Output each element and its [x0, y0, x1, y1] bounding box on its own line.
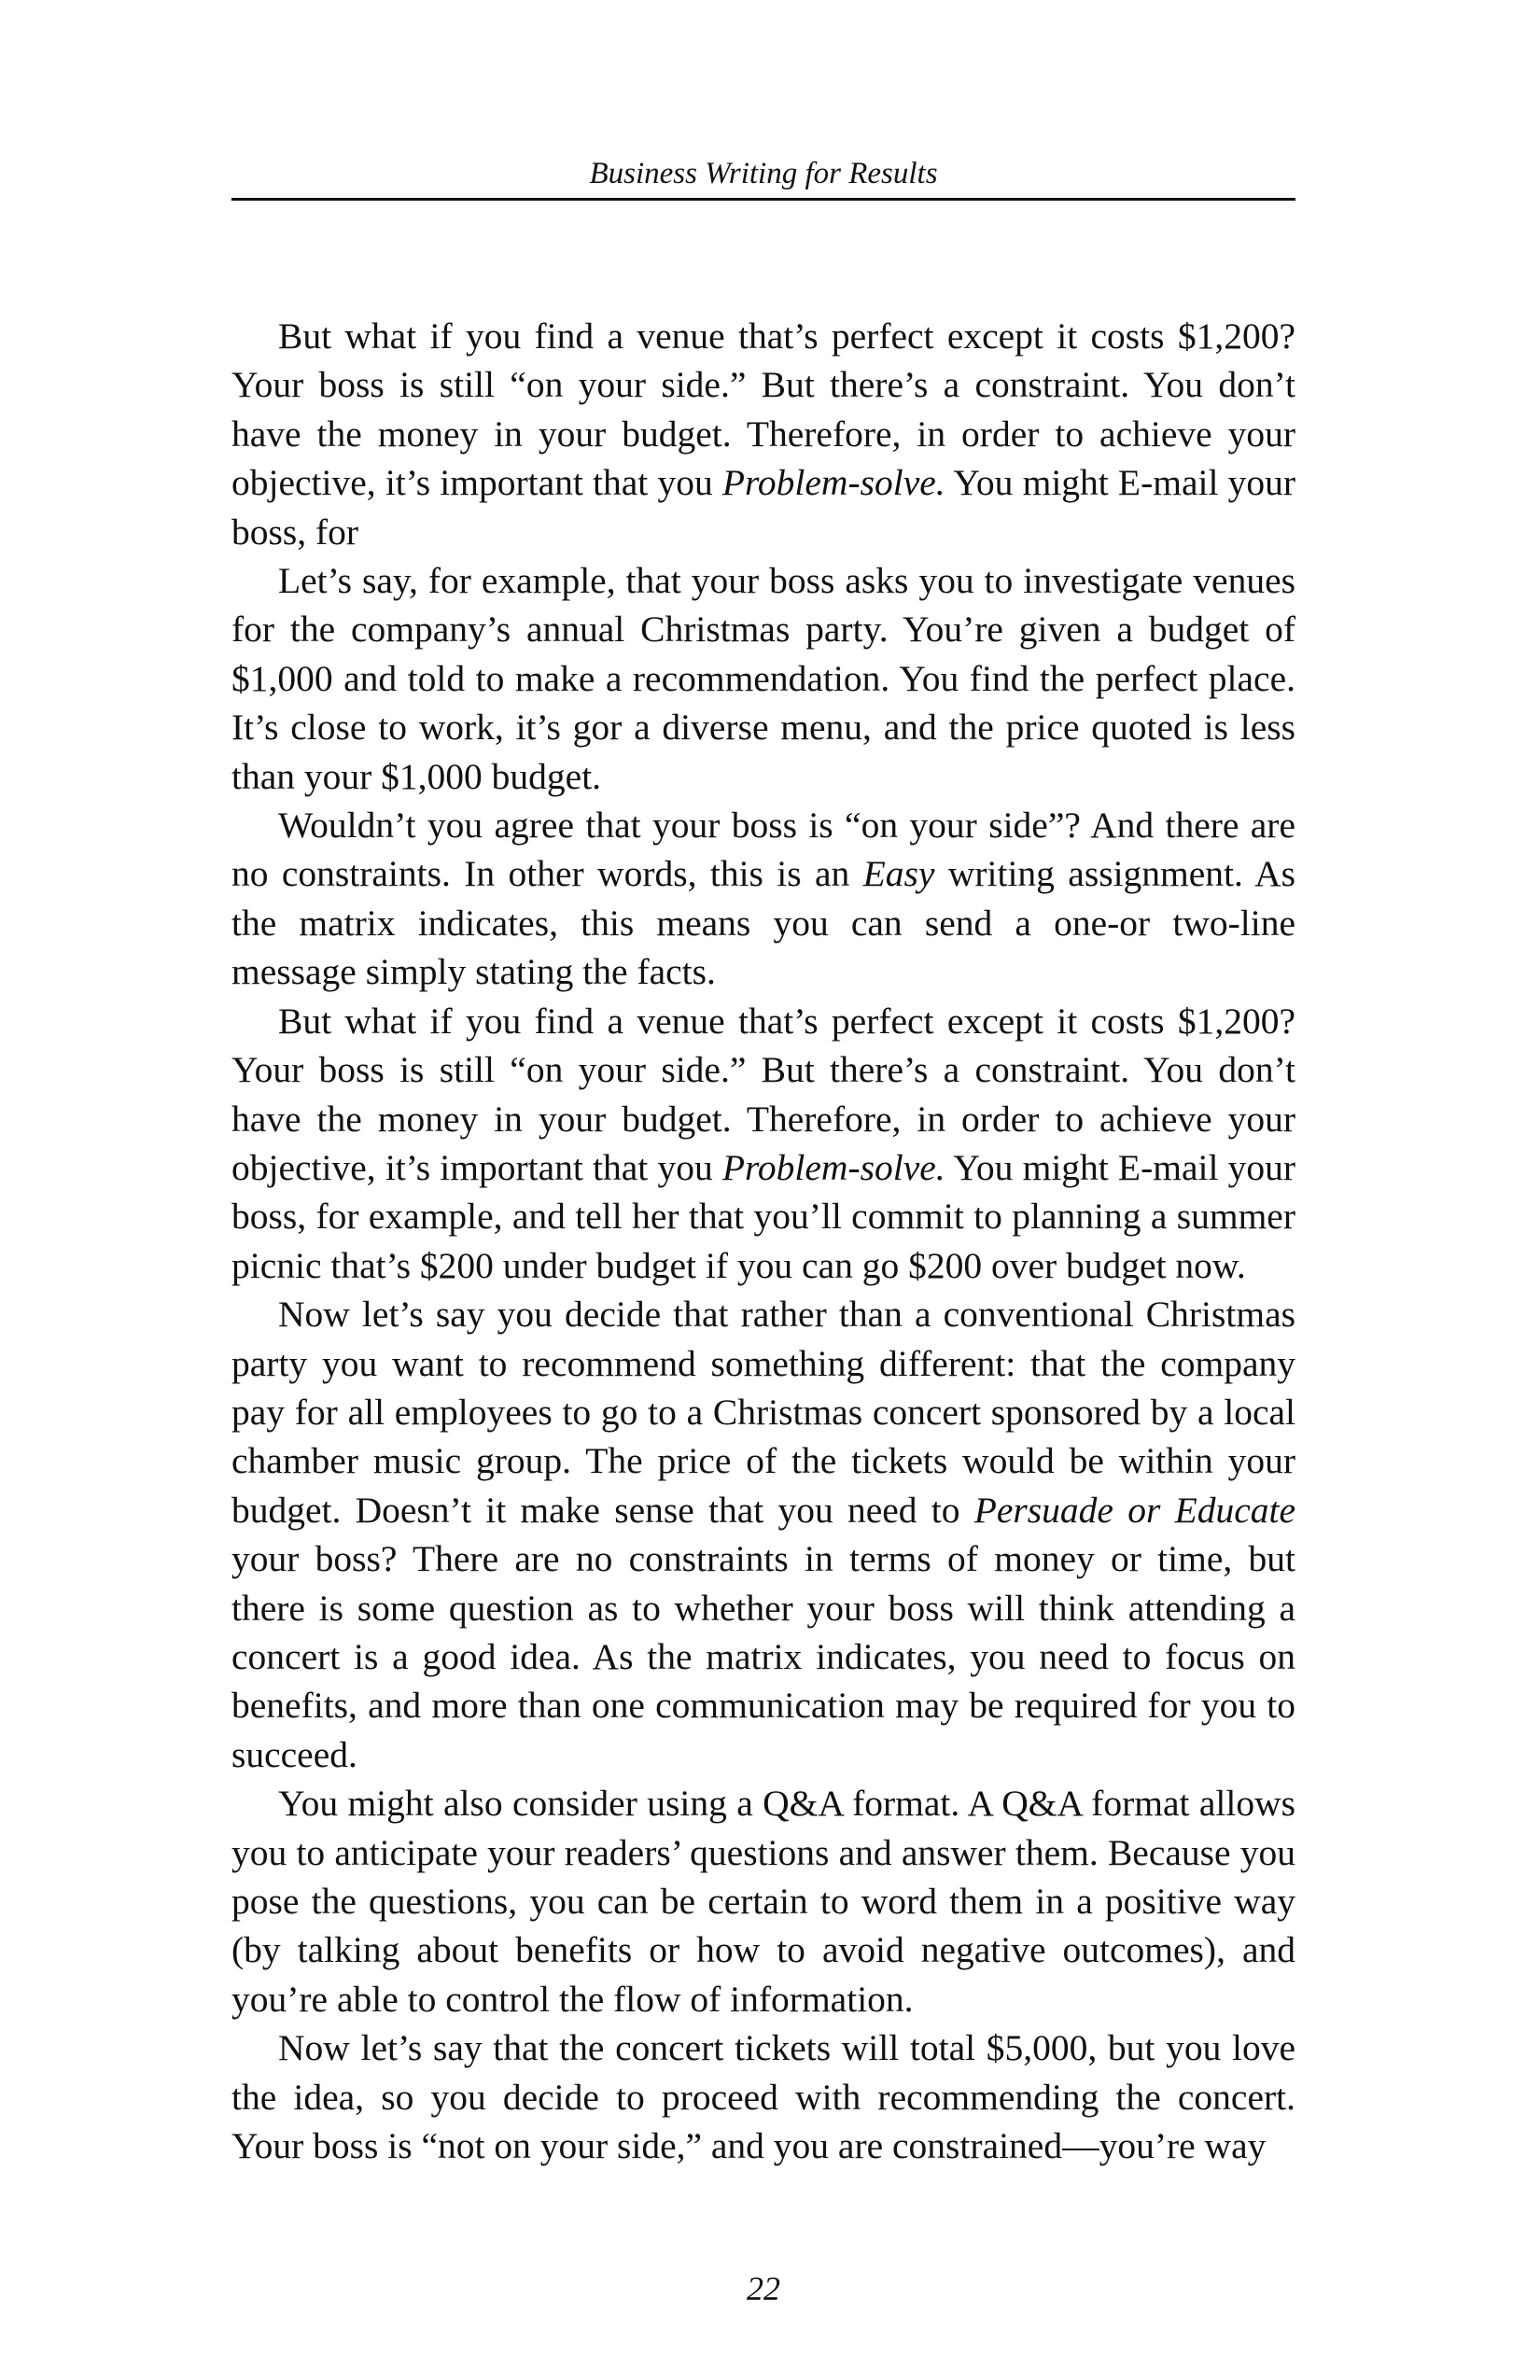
- paragraph-text: Let’s say, for example, that your boss asks you to investigate venues for the company’s annual Christmas party. You’re given a budget of $1,000 and told to make a recommendation. You find the perfect place. It’s close to work, it’s gor a diverse menu, and the price quoted is less than your $1,000 budget.: [231, 560, 1295, 797]
- paragraph-text: You might E-mail your boss, for: [231, 462, 1295, 553]
- paragraph-1: [231, 312, 1295, 556]
- emphasis-text: Persuade or Educate: [973, 1489, 1295, 1531]
- page-number: 22: [747, 2270, 780, 2307]
- emphasis-text: Easy: [862, 853, 935, 895]
- paragraph-text: writing assignment. As the matrix indicates, this means you can send a one-or two-line message simply stating the facts.: [231, 853, 1295, 993]
- paragraph-text: Now let’s say you decide that rather than a conventional Christmas party you want to recommend something different: that the company pay for all employees to go to a Christmas concert sponsored by a local chamber music group. The price of the tickets would be within your budget. Doesn’t it make sense that you need to: [231, 1294, 1295, 1531]
- paragraph-text: Wouldn’t you agree that your boss is “on your side”? And there are no constraints. In other words, this is an: [231, 805, 1295, 895]
- paragraph-5: [231, 1290, 1295, 1779]
- paragraph-text: But what if you find a venue that’s perfect except it costs $1,200? Your boss is still “on your side.” But there’s a constraint. You don’t have the money in your budget. Therefore, in order to achieve your objective, it’s important that you: [231, 315, 1295, 504]
- paragraph-7: [231, 2023, 1295, 2170]
- paragraph-4: [231, 997, 1295, 1290]
- paragraph-text: your boss? There are no constraints in terms of money or time, but there is some question as to whether your boss will think attending a concert is a good idea. As the matrix indicates, you need to focus on benefits, and more than one communication may be required for you to succeed.: [231, 1538, 1295, 1775]
- paragraph-2: [231, 556, 1295, 801]
- paragraph-3: [231, 801, 1295, 997]
- paragraph-text: You might E-mail your boss, for example, and tell her that you’ll commit to planning a summer picnic that’s $200 under budget if you can go $200 over budget now.: [231, 1146, 1295, 1286]
- running-head: Business Writing for Results: [589, 157, 938, 190]
- paragraph-6: [231, 1779, 1295, 2023]
- body-text: [231, 312, 1295, 2170]
- emphasis-text: Problem-solve.: [721, 462, 945, 504]
- header-rule: [231, 198, 1295, 201]
- paragraph-text: You might also consider using a Q&A format. A Q&A format allows you to anticipate your readers’ questions and answer them. Because you pose the questions, you can be certain to word them in a positive way (by talking about benefits or how to avoid negative outcomes), and you’re able to control the flow of information.: [231, 1783, 1295, 2020]
- paragraph-text: Now let’s say that the concert tickets will total $5,000, but you love the idea, so you decide to proceed with recommending the concert. Your boss is “not on your side,” and you are constrained—you’re way: [231, 2027, 1295, 2167]
- paragraph-text: But what if you find a venue that’s perfect except it costs $1,200? Your boss is still “on your side.” But there’s a constraint. You don’t have the money in your budget. Therefore, in order to achieve your objective, it’s important that you: [231, 1000, 1295, 1188]
- emphasis-text: Problem-solve.: [721, 1146, 945, 1188]
